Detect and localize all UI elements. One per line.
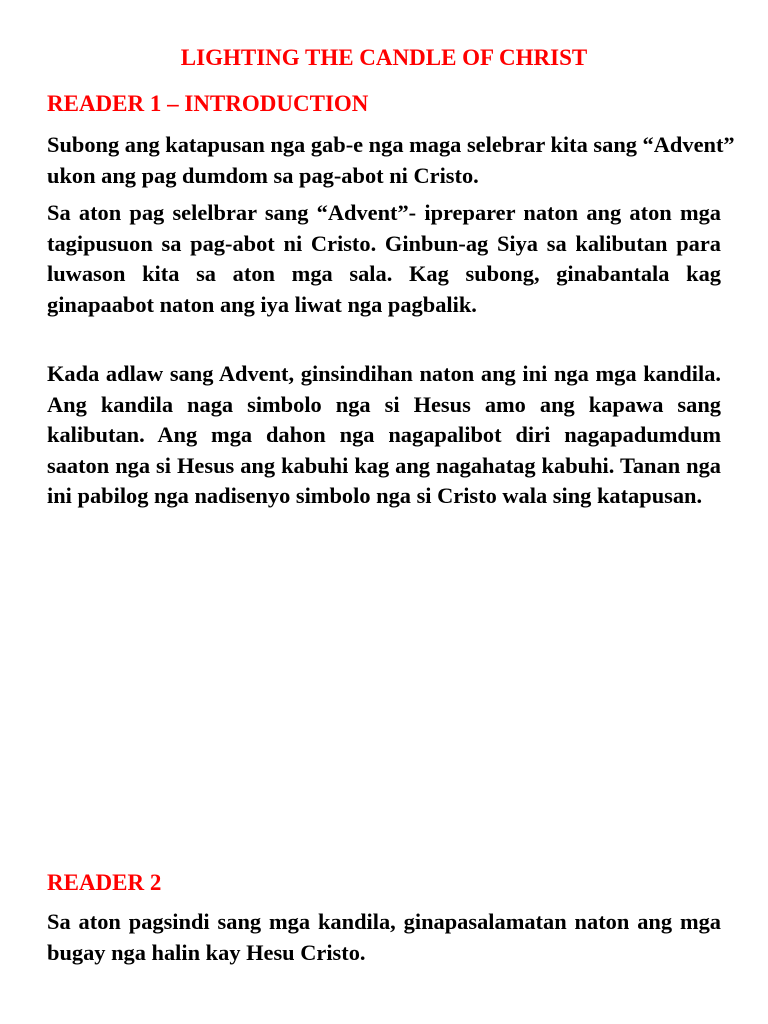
reader-1-paragraph-2: Sa aton pag selelbrar sang “Advent”- ipreparer naton ang aton mga tagipusuon sa pag-abot ni Cristo. Ginbun-ag Siya sa kalibutan para luwason kita sa aton mga sala. Kag subong, ginabantala kag ginapaabot naton ang iya liwat nga pagbalik.	[47, 200, 721, 317]
reader-2-heading: READER 2	[47, 870, 162, 895]
reader-1-paragraph-3: Kada adlaw sang Advent, ginsindihan naton ang ini nga mga kandila. Ang kandila naga simbolo nga si Hesus amo ang kapawa sang kalibutan. Ang mga dahon nga nagapalibot diri nagapadumdum saaton nga si Hesus ang kabuhi kag ang nagahatag kabuhi. Tanan nga ini pabilog nga nadisenyo simbolo nga si Cristo wala sing katapusan.	[47, 361, 721, 509]
reader-1-heading: READER 1 – INTRODUCTION	[47, 91, 369, 116]
reader-1-paragraph-1: Subong ang katapusan nga gab-e nga maga selebrar kita sang “Advent” ukon ang pag dumdom sa pag-abot ni Cristo.	[47, 132, 735, 188]
document-title: LIGHTING THE CANDLE OF CHRIST	[180, 45, 588, 70]
reader-2-paragraph-1: Sa aton pagsindi sang mga kandila, ginapasalamatan naton ang mga bugay nga halin kay Hesu Cristo.	[47, 909, 721, 965]
